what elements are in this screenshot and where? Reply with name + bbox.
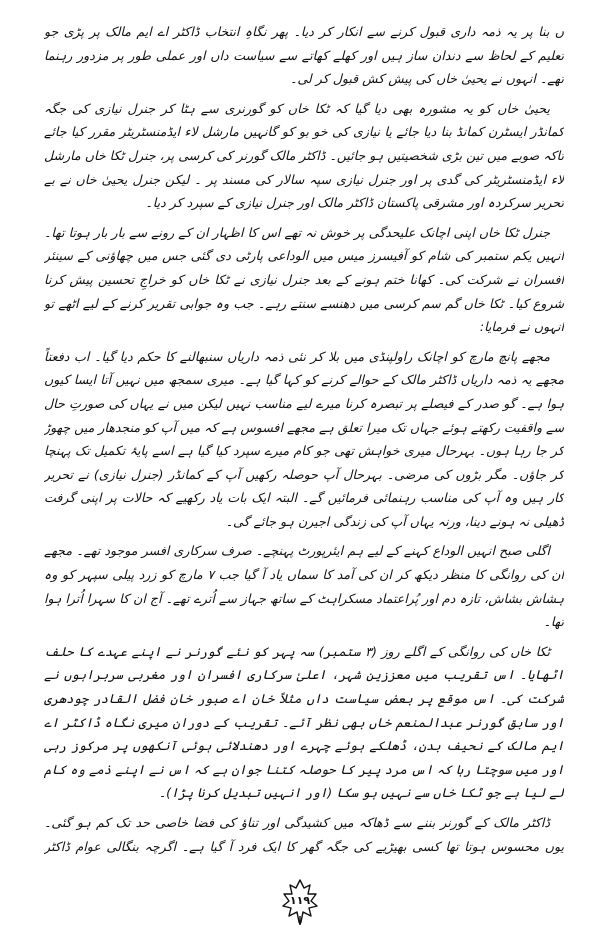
page-number: ۱۱۹ <box>289 894 311 907</box>
paragraph-3: جنرل ٹکا خاں اپنی اچانک علیحدگی پر خوش نہ تھے اس کا اظہار ان کے رونے سے بار بار ہوتا تھا۔ انہیں یکم ستمبر کی شام کو آفیسرز میس میں الوداعی پارٹی دی گئی جس میں چھاؤنی کے سینئر افسران نے شرکت کی۔ کھانا ختم ہونے کے بعد جنرل نیازی نے ٹکا خاں کو خراجِ تحسین پیش کرنا شروع کیا۔ ٹکا خاں گم سم کرسی میں دھنسے سنتے رہے۔ جب وہ جوابی تقریر کرنے کے لیے اٹھے تو انہوں نے فرمایا: <box>44 224 564 335</box>
paragraph-2: یحییٰ خاں کو یہ مشورہ بھی دیا گیا کہ ٹکا خاں کو گورنری سے ہٹا کر جنرل نیازی کی جگہ کمانڈر ایسٹرن کمانڈ بنا دیا جائے یا نیازی کی خو بو کو گانہیں مارشل لاء ایڈمنسٹریٹر مقرر کیا جائے تاکہ صوبے میں تین بڑی شخصیتیں ہو جائیں۔ ڈاکٹر مالک گورنر کی کرسی پر، جنرل ٹکا خاں مارشل لاء ایڈمنسٹریٹر کی گدی پر اور جنرل نیازی سپہ سالار کی مسند پر ۔ لیکن جنرل یحییٰ خاں نے بے تحریر سرکردہ اور مشرقی پاکستان ڈاکٹر مالک اور جنرل نیازی کے سپرد کر دیا۔ <box>44 100 564 211</box>
paragraph-5: اگلی صبح انہیں الوداع کہنے کے لیے ہم ایئرپورٹ پہنچے۔ صرف سرکاری افسر موجود تھے۔ مجھے ان کی روانگی کا منظر دیکھ کر ان کی آمد کا سماں یاد آ گیا جب ۷ مارچ کو زرد پیلی سپہر کو وہ ہشاش بشاش، تازہ دم اور پُراعتماد مسکراہٹ کے ساتھ جہاز سے اُترے تھے۔ آج ان کا سہرا اُترا ہوا تھا۔ <box>44 543 564 630</box>
paragraph-4-quote: مجھے پانچ مارچ کو اچانک راولپنڈی میں بلا کر نئی ذمہ داریاں سنبھالنے کا حکم دیا گیا۔ اب دفعتاً مجھے یہ ذمہ داریاں ڈاکٹر مالک کے حوالے کرنے کو کہا گیا ہے۔ میری سمجھ میں نہیں آتا ایسا کیوں ہوا ہے۔ گو صدر کے فیصلے پر تبصرہ کرنا میرے لیے مناسب نہیں لیکن میں نے یہاں کی صورتِ حال سے واقفیت رکھتے ہوئے جہاں تک میرا تعلق ہے مجھے افسوس ہے کہ میں آپ کو منجدھار میں چھوڑ کر جا رہا ہوں۔ بہرحال میری خواہش تھی جو کام میرے سپرد کیا گیا ہے اسے پایۂ تکمیل تک پہنچا کر جاؤں۔ مگر بڑوں کی مرضی۔ بہرحال آپ حوصلہ رکھیں آپ کے کمانڈر (جنرل نیازی) نے تحریر کار ہیں وہ آپ کی مناسب رہنمائی فرمائیں گے۔ البتہ ایک بات یاد رکھیے کہ حالات پر اپنی گرفت ڈھیلی نہ ہونے دینا، ورنہ یہاں آپ کی زندگی اجیرن ہو جائے گی۔ <box>44 348 564 529</box>
paragraph-6: ٹکا خاں کی روانگی کے اگلے روز (۳ ستمبر) سہ پہر کو نئے گورنر نے اپنے عہدے کا حلف اٹھایا۔ اس تقریب میں معززین شہر، اعلیٰ سرکاری افسران اور مغربی سربراہوں نے شرکت کی۔ اس موقع پر بعض سیاست داں مثلاً خان اے صبور خان فضل القادر چودھری اور سابق گورنر عبدالمنعم خاں بھی نظر آئے۔ تقریب کے دوران میری نگاہ ڈاکٹر اے ایم مالک کے نحیف بدن، ڈھلکے ہوئے چہرے اور دھندلائی ہوئی آنکھوں پر مرکوز رہی اور میں سوچتا رہا کہ اس مرد پیر کا حوصلہ کتنا جوان ہے کہ اس نے اپنے ذمے وہ کام لے لیا ہے جو ٹکا خاں سے نہیں ہو سکا (اور انہیں تبدیل کرنا پڑا)۔ <box>44 643 564 801</box>
paragraph-1: ں بنا پر یہ ذمہ داری قبول کرنے سے انکار کر دیا۔ پھر نگاہِ انتخاب ڈاکٹر اے ایم مالک پر پڑی جو تعلیم کے لحاظ سے دندان ساز ہیں اور کھلے کھاتے سے سیاست داں اور عملی طور پر مزدور رہنما تھے۔ انہوں نے یحییٰ خاں کی پیش کش قبول کر لی۔ <box>44 24 564 87</box>
paragraph-7: ڈاکٹر مالک کے گورنر بننے سے ڈھاکہ میں کشیدگی اور تناؤ کی فضا خاصی حد تک کم ہو گئی۔ یوں محسوس ہوتا تھا کسی بھیڑیے کی جگہ گھر کا ایک فرد آ گیا ہے۔ اگرچہ بنگالی عوام ڈاکٹر <box>44 815 564 854</box>
body-text <box>44 20 564 855</box>
page-footer <box>0 872 600 942</box>
